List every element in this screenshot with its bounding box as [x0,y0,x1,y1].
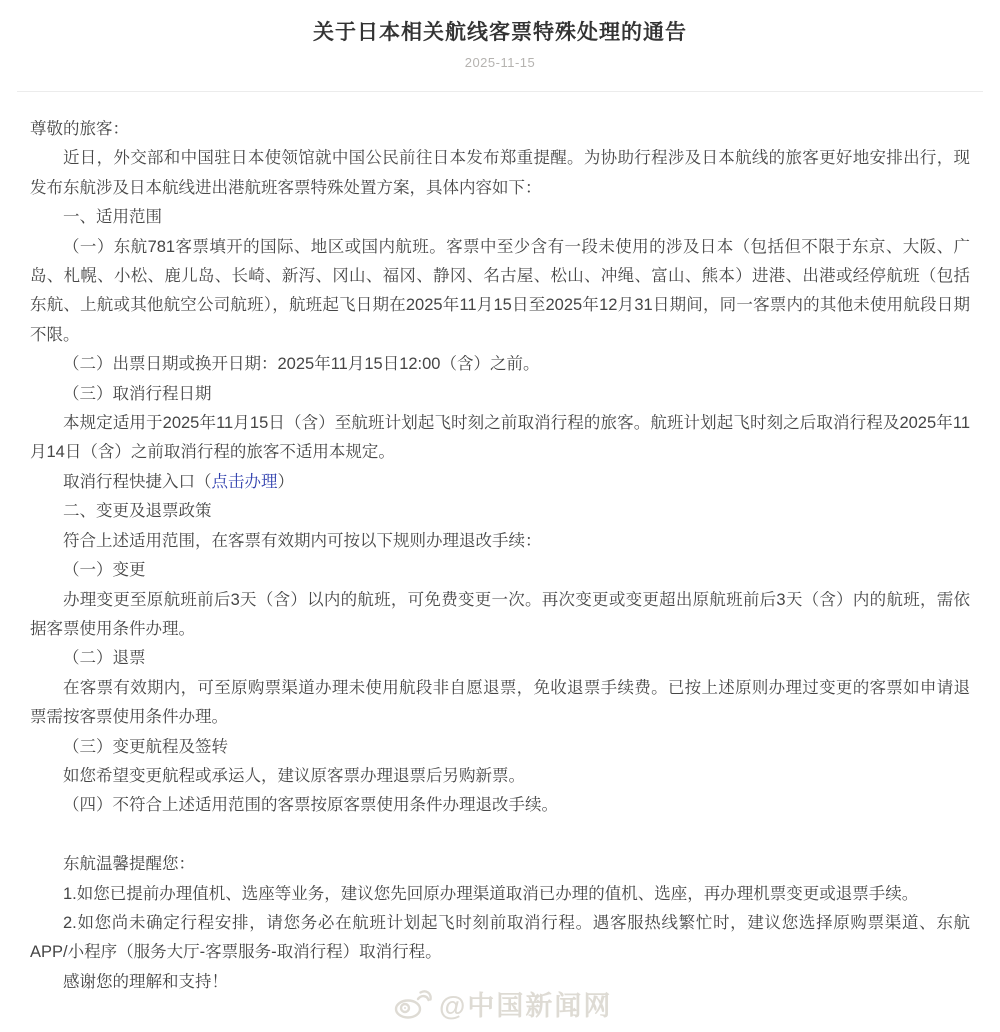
paragraph-policy-item-1-heading: （一）变更 [63,561,146,580]
paragraph-policy-item-4: （四）不符合上述适用范围的客票按原客票使用条件办理退改手续。 [63,796,558,815]
publish-date: 2025-11-15 [464,55,536,70]
paragraph-text: ） [277,472,294,491]
notice-header [0,0,1000,70]
paragraph-reminder-heading: 东航温馨提醒您： [63,855,195,874]
paragraph-cancel-entry [30,468,970,497]
paragraph-scope-item-1: （一）东航781客票填开的国际、地区或国内航班。客票中至少含有一段未使用的涉及日本（包括但不限于东京、大阪、广岛、札幌、小松、鹿儿岛、长崎、新泻、冈山、福冈、静冈、名古屋、松山、冲绳、富山、熊本）进港、出港或经停航班（包括东航、上航或其他航空公司航班），航班起飞日期在2025年11月15日至2025年12月31日期间，同一客票内的其他未使用航段日期不限。 [30,237,970,344]
paragraph-policy-item-2-body: 在客票有效期内，可至原购票渠道办理未使用航段非自愿退票，免收退票手续费。已按上述原则办理过变更的客票如申请退票需按客票使用条件办理。 [30,678,970,727]
paragraph-policy-item-3-heading: （三）变更航程及签转 [63,737,228,756]
paragraph-scope-item-3-heading: （三）取消行程日期 [63,384,212,403]
page-title: 关于日本相关航线客票特殊处理的通告 [313,21,687,44]
paragraph-reminder-item-1: 1.如您已提前办理值机、选座等业务，建议您先回原办理渠道取消已办理的值机、选座，再办理机票变更或退票手续。 [63,884,919,903]
paragraph-policy-intro: 符合上述适用范围，在客票有效期内可按以下规则办理退改手续： [63,531,542,550]
paragraph-policy-item-2-heading: （二）退票 [63,649,146,668]
paragraph-policy-item-3-body: 如您希望变更航程或承运人，建议原客票办理退票后另购新票。 [63,766,525,785]
paragraph-text: 取消行程快捷入口（ [63,472,212,491]
cancel-itinerary-link[interactable]: 点击办理 [211,472,278,491]
paragraph-blank-line [30,821,970,850]
paragraph-intro: 近日，外交部和中国驻日本使领馆就中国公民前往日本发布郑重提醒。为协助行程涉及日本航线的旅客更好地安排出行，现发布东航涉及日本航线进出港航班客票特殊处置方案，具体内容如下： [30,149,970,197]
paragraph-scope-item-2: （二）出票日期或换开日期：2025年11月15日12:00（含）之前。 [63,355,540,374]
paragraph-policy-item-1-body: 办理变更至原航班前后3天（含）以内的航班，可免费变更一次。再次变更或变更超出原航班前后3天（含）内的航班，需依据客票使用条件办理。 [30,590,970,638]
paragraph-reminder-item-2: 2.如您尚未确定行程安排，请您务必在航班计划起飞时刻前取消行程。遇客服热线繁忙时，建议您选择原购票渠道、东航APP/小程序（服务大厅-客票服务-取消行程）取消行程。 [30,913,970,962]
paragraph-salutation: 尊敬的旅客： [30,120,129,138]
paragraph-section-2-heading: 二、变更及退票政策 [63,502,212,521]
notice-body [0,92,1000,997]
paragraph-scope-item-3-body: 本规定适用于2025年11月15日（含）至航班计划起飞时刻之前取消行程的旅客。航班计划起飞时刻之后取消行程及2025年11月14日（含）之前取消行程的旅客不适用本规定。 [30,414,970,462]
paragraph-closing: 感谢您的理解和支持！ [63,972,228,991]
watermark-text: @中国新闻网 [439,991,613,1021]
paragraph-section-1-heading: 一、适用范围 [63,208,162,227]
